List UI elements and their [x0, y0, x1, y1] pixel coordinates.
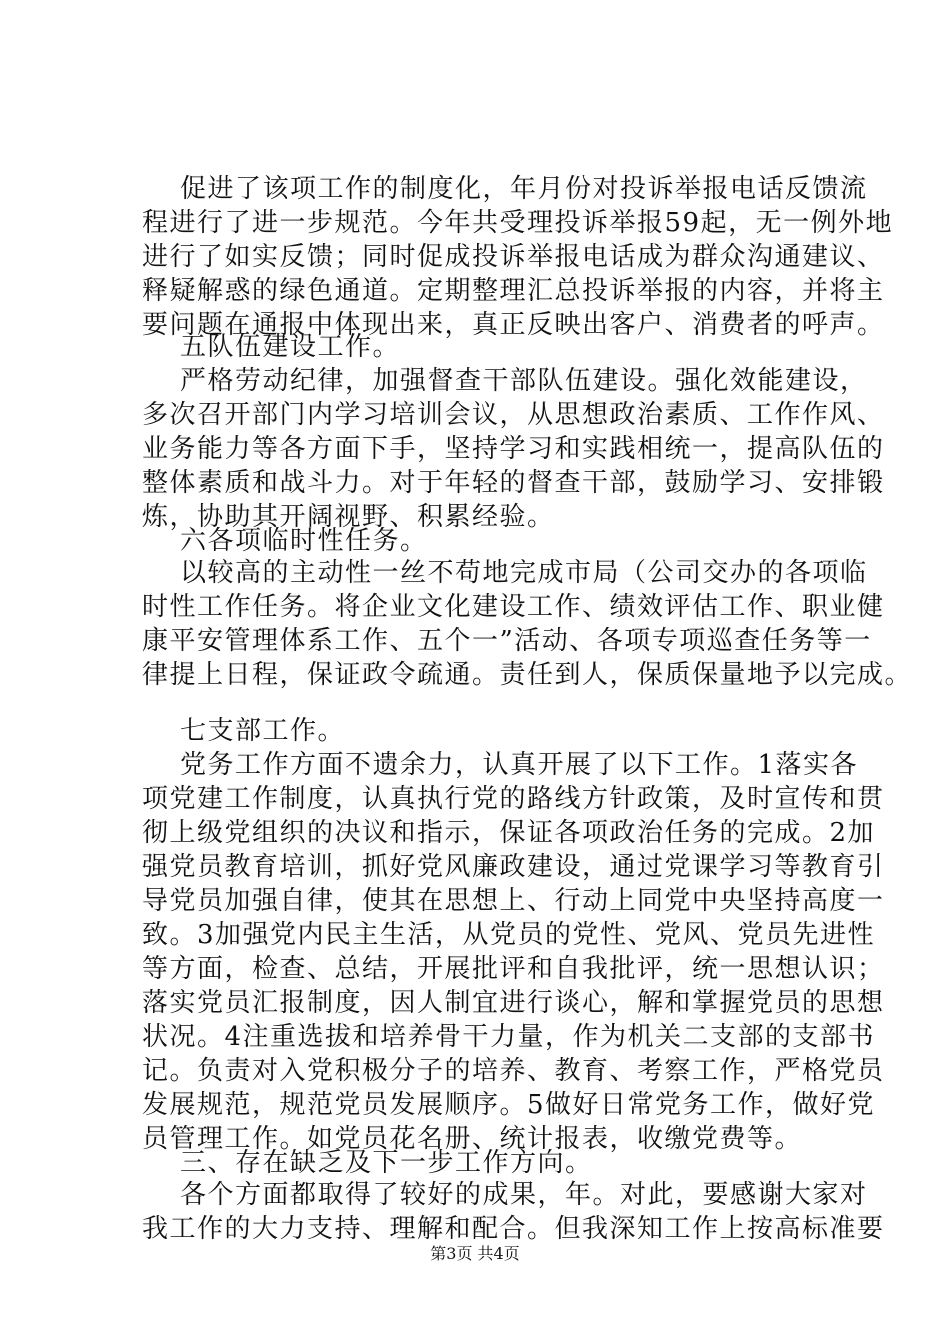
paragraph-line: 严格劳动纪律，加强督查干部队伍建设。强化效能建设， [180, 366, 868, 396]
paragraph-line: 释疑解惑的绿色通道。定期整理汇总投诉举报的内容，并将主 [142, 276, 885, 306]
paragraph-line: 彻上级党组织的决议和指示，保证各项政治任务的完成。2加 [142, 818, 876, 848]
paragraph-line: 要问题在通报中体现出来，真正反映出客户、消费者的呼声。 [142, 310, 885, 340]
paragraph-line: 发展规范，规范党员发展顺序。5做好日常党务工作，做好党 [142, 1090, 876, 1120]
paragraph-line: 各个方面都取得了较好的成果，年。对此，要感谢大家对 [180, 1180, 868, 1210]
paragraph-line: 进行了如实反馈；同时促成投诉举报电话成为群众沟通建议、 [142, 242, 885, 272]
section-heading: 六各项临时性任务。 [180, 526, 428, 556]
paragraph-line: 状况。4注重选拔和培养骨干力量，作为机关二支部的支部书 [142, 1022, 876, 1052]
paragraph-line: 项党建工作制度，认真执行党的路线方针政策，及时宣传和贯 [142, 784, 885, 814]
paragraph-line: 整体素质和战斗力。对于年轻的督查干部，鼓励学习、安排锻 [142, 468, 885, 498]
section-heading: 七支部工作。 [180, 716, 346, 746]
paragraph-line: 以较高的主动性一丝不苟地完成市局（公司交办的各项临 [180, 558, 868, 588]
paragraph-line: 炼，协助其开阔视野、积累经验。 [142, 502, 555, 532]
paragraph-line: 程进行了进一步规范。今年共受理投诉举报59起，无一例外地 [142, 208, 894, 238]
paragraph-line: 党务工作方面不遗余力，认真开展了以下工作。1落实各 [180, 750, 859, 780]
paragraph-line: 记。负责对入党积极分子的培养、教育、考察工作，严格党员 [142, 1056, 885, 1086]
paragraph-line: 强党员教育培训，抓好党风廉政建设，通过党课学习等教育引 [142, 852, 885, 882]
paragraph-line: 员管理工作。如党员花名册、统计报表，收缴党费等。 [142, 1124, 803, 1154]
paragraph-line: 落实党员汇报制度，因人制宜进行谈心，解和掌握党员的思想 [142, 988, 885, 1018]
paragraph-line: 律提上日程，保证政令疏通。责任到人，保质保量地予以完成。 [142, 660, 913, 690]
page-number-footer: 第3页 共4页 [430, 1244, 520, 1263]
paragraph-line: 康平安管理体系工作、五个一”活动、各项专项巡查任务等一 [142, 626, 872, 656]
paragraph-line: 我工作的大力支持、理解和配合。但我深知工作上按高标准要 [142, 1214, 885, 1244]
paragraph-line: 促进了该项工作的制度化，年月份对投诉举报电话反馈流 [180, 174, 868, 204]
paragraph-line: 时性工作任务。将企业文化建设工作、绩效评估工作、职业健 [142, 592, 885, 622]
section-heading: 五队伍建设工作。 [180, 332, 401, 362]
section-heading: 三、存在缺乏及下一步工作方向。 [180, 1148, 593, 1178]
paragraph-line: 导党员加强自律，使其在思想上、行动上同党中央坚持高度一 [142, 886, 885, 916]
paragraph-line: 致。3加强党内民主生活，从党员的党性、党风、党员先进性 [142, 920, 876, 950]
paragraph-line: 多次召开部门内学习培训会议，从思想政治素质、工作作风、 [142, 400, 885, 430]
paragraph-line: 等方面，检查、总结，开展批评和自我批评，统一思想认识； [142, 954, 885, 984]
paragraph-line: 业务能力等各方面下手，坚持学习和实践相统一，提高队伍的 [142, 434, 885, 464]
